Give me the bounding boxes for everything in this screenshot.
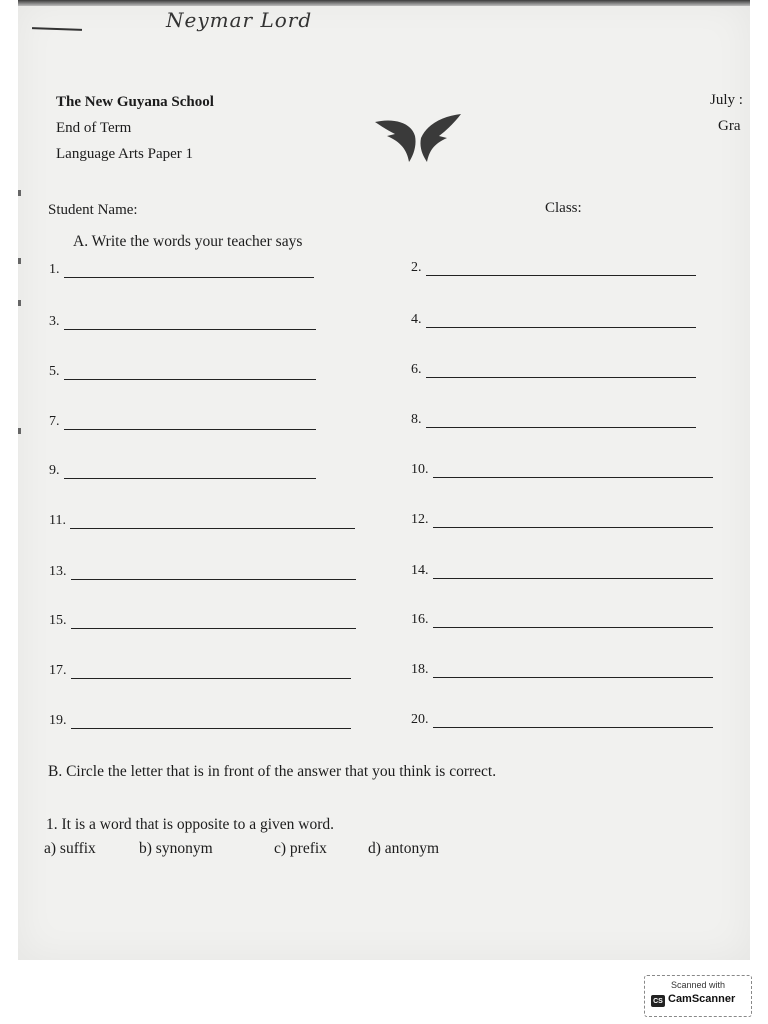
answer-blank[interactable]: [64, 263, 314, 278]
section-b-heading: B. Circle the letter that is in front of the answer that you think is correct.: [48, 763, 497, 780]
line-number: 9.: [49, 463, 60, 478]
camscanner-logo-icon: CS: [651, 995, 665, 1007]
answer-line: [49, 663, 351, 679]
answer-blank[interactable]: [70, 514, 355, 529]
answer-line: [49, 364, 316, 380]
answer-blank[interactable]: [433, 663, 713, 678]
edge-mark: [18, 258, 21, 264]
answer-line: [411, 512, 713, 528]
student-name-label: Student Name:: [48, 202, 138, 218]
line-number: 18.: [411, 662, 429, 677]
answer-blank[interactable]: [64, 365, 316, 380]
scanned-with-text: Scanned with: [670, 980, 726, 990]
option-b[interactable]: b) synonym: [139, 840, 213, 857]
answer-blank[interactable]: [426, 363, 696, 378]
answer-line: [411, 412, 696, 428]
answer-blank[interactable]: [433, 513, 713, 528]
answer-blank[interactable]: [426, 261, 696, 276]
answer-line: [49, 564, 356, 580]
line-number: 5.: [49, 364, 60, 379]
answer-line: [411, 462, 713, 478]
camscanner-brand: CamScanner: [668, 993, 736, 1005]
line-number: 12.: [411, 512, 429, 527]
line-number: 15.: [49, 613, 67, 628]
line-number: 17.: [49, 663, 67, 678]
line-number: 1.: [49, 262, 60, 277]
grade-text: Gra: [718, 118, 741, 134]
edge-mark: [18, 190, 21, 196]
answer-line: [411, 362, 696, 378]
answer-blank[interactable]: [433, 613, 713, 628]
line-number: 2.: [411, 260, 422, 275]
handwritten-name: Neymar Lord: [166, 8, 313, 32]
answer-blank[interactable]: [433, 564, 713, 579]
answer-line: [411, 662, 713, 678]
answer-line: [49, 414, 316, 430]
school-logo-icon: [373, 112, 463, 164]
answer-line: [411, 612, 713, 628]
line-number: 6.: [411, 362, 422, 377]
question-1: 1. It is a word that is opposite to a given word.: [46, 816, 334, 833]
camscanner-stamp: [644, 975, 752, 1017]
answer-blank[interactable]: [64, 464, 316, 479]
answer-blank[interactable]: [433, 713, 713, 728]
answer-line: [49, 314, 316, 330]
answer-line: [49, 713, 351, 729]
paper-title: Language Arts Paper 1: [56, 146, 194, 162]
option-c[interactable]: c) prefix: [274, 840, 327, 857]
answer-line: [49, 262, 314, 278]
answer-line: [49, 613, 356, 629]
school-name: The New Guyana School: [56, 94, 214, 110]
class-label: Class:: [545, 200, 582, 216]
edge-mark: [18, 300, 21, 306]
line-number: 16.: [411, 612, 429, 627]
line-number: 11.: [49, 513, 66, 528]
pen-stroke: [32, 27, 82, 31]
answer-line: [411, 712, 713, 728]
answer-line: [49, 513, 355, 529]
answer-blank[interactable]: [71, 565, 356, 580]
line-number: 3.: [49, 314, 60, 329]
date-text: July :: [710, 92, 743, 108]
answer-blank[interactable]: [71, 614, 356, 629]
line-number: 8.: [411, 412, 422, 427]
answer-blank[interactable]: [433, 463, 713, 478]
option-a[interactable]: a) suffix: [44, 840, 96, 857]
answer-line: [411, 563, 713, 579]
answer-blank[interactable]: [426, 413, 696, 428]
exam-paper: [18, 0, 750, 960]
line-number: 4.: [411, 312, 422, 327]
line-number: 7.: [49, 414, 60, 429]
edge-mark: [18, 428, 21, 434]
line-number: 10.: [411, 462, 429, 477]
answer-blank[interactable]: [71, 714, 351, 729]
top-edge: [18, 0, 750, 6]
answer-line: [411, 260, 696, 276]
answer-blank[interactable]: [426, 313, 696, 328]
answer-line: [411, 312, 696, 328]
answer-blank[interactable]: [64, 315, 316, 330]
line-number: 20.: [411, 712, 429, 727]
section-a-heading: A. Write the words your teacher says: [73, 233, 303, 250]
answer-blank[interactable]: [71, 664, 351, 679]
answer-line: [49, 463, 316, 479]
exam-title: End of Term: [56, 120, 132, 136]
line-number: 14.: [411, 563, 429, 578]
line-number: 13.: [49, 564, 67, 579]
option-d[interactable]: d) antonym: [368, 840, 440, 857]
answer-blank[interactable]: [64, 415, 316, 430]
line-number: 19.: [49, 713, 67, 728]
